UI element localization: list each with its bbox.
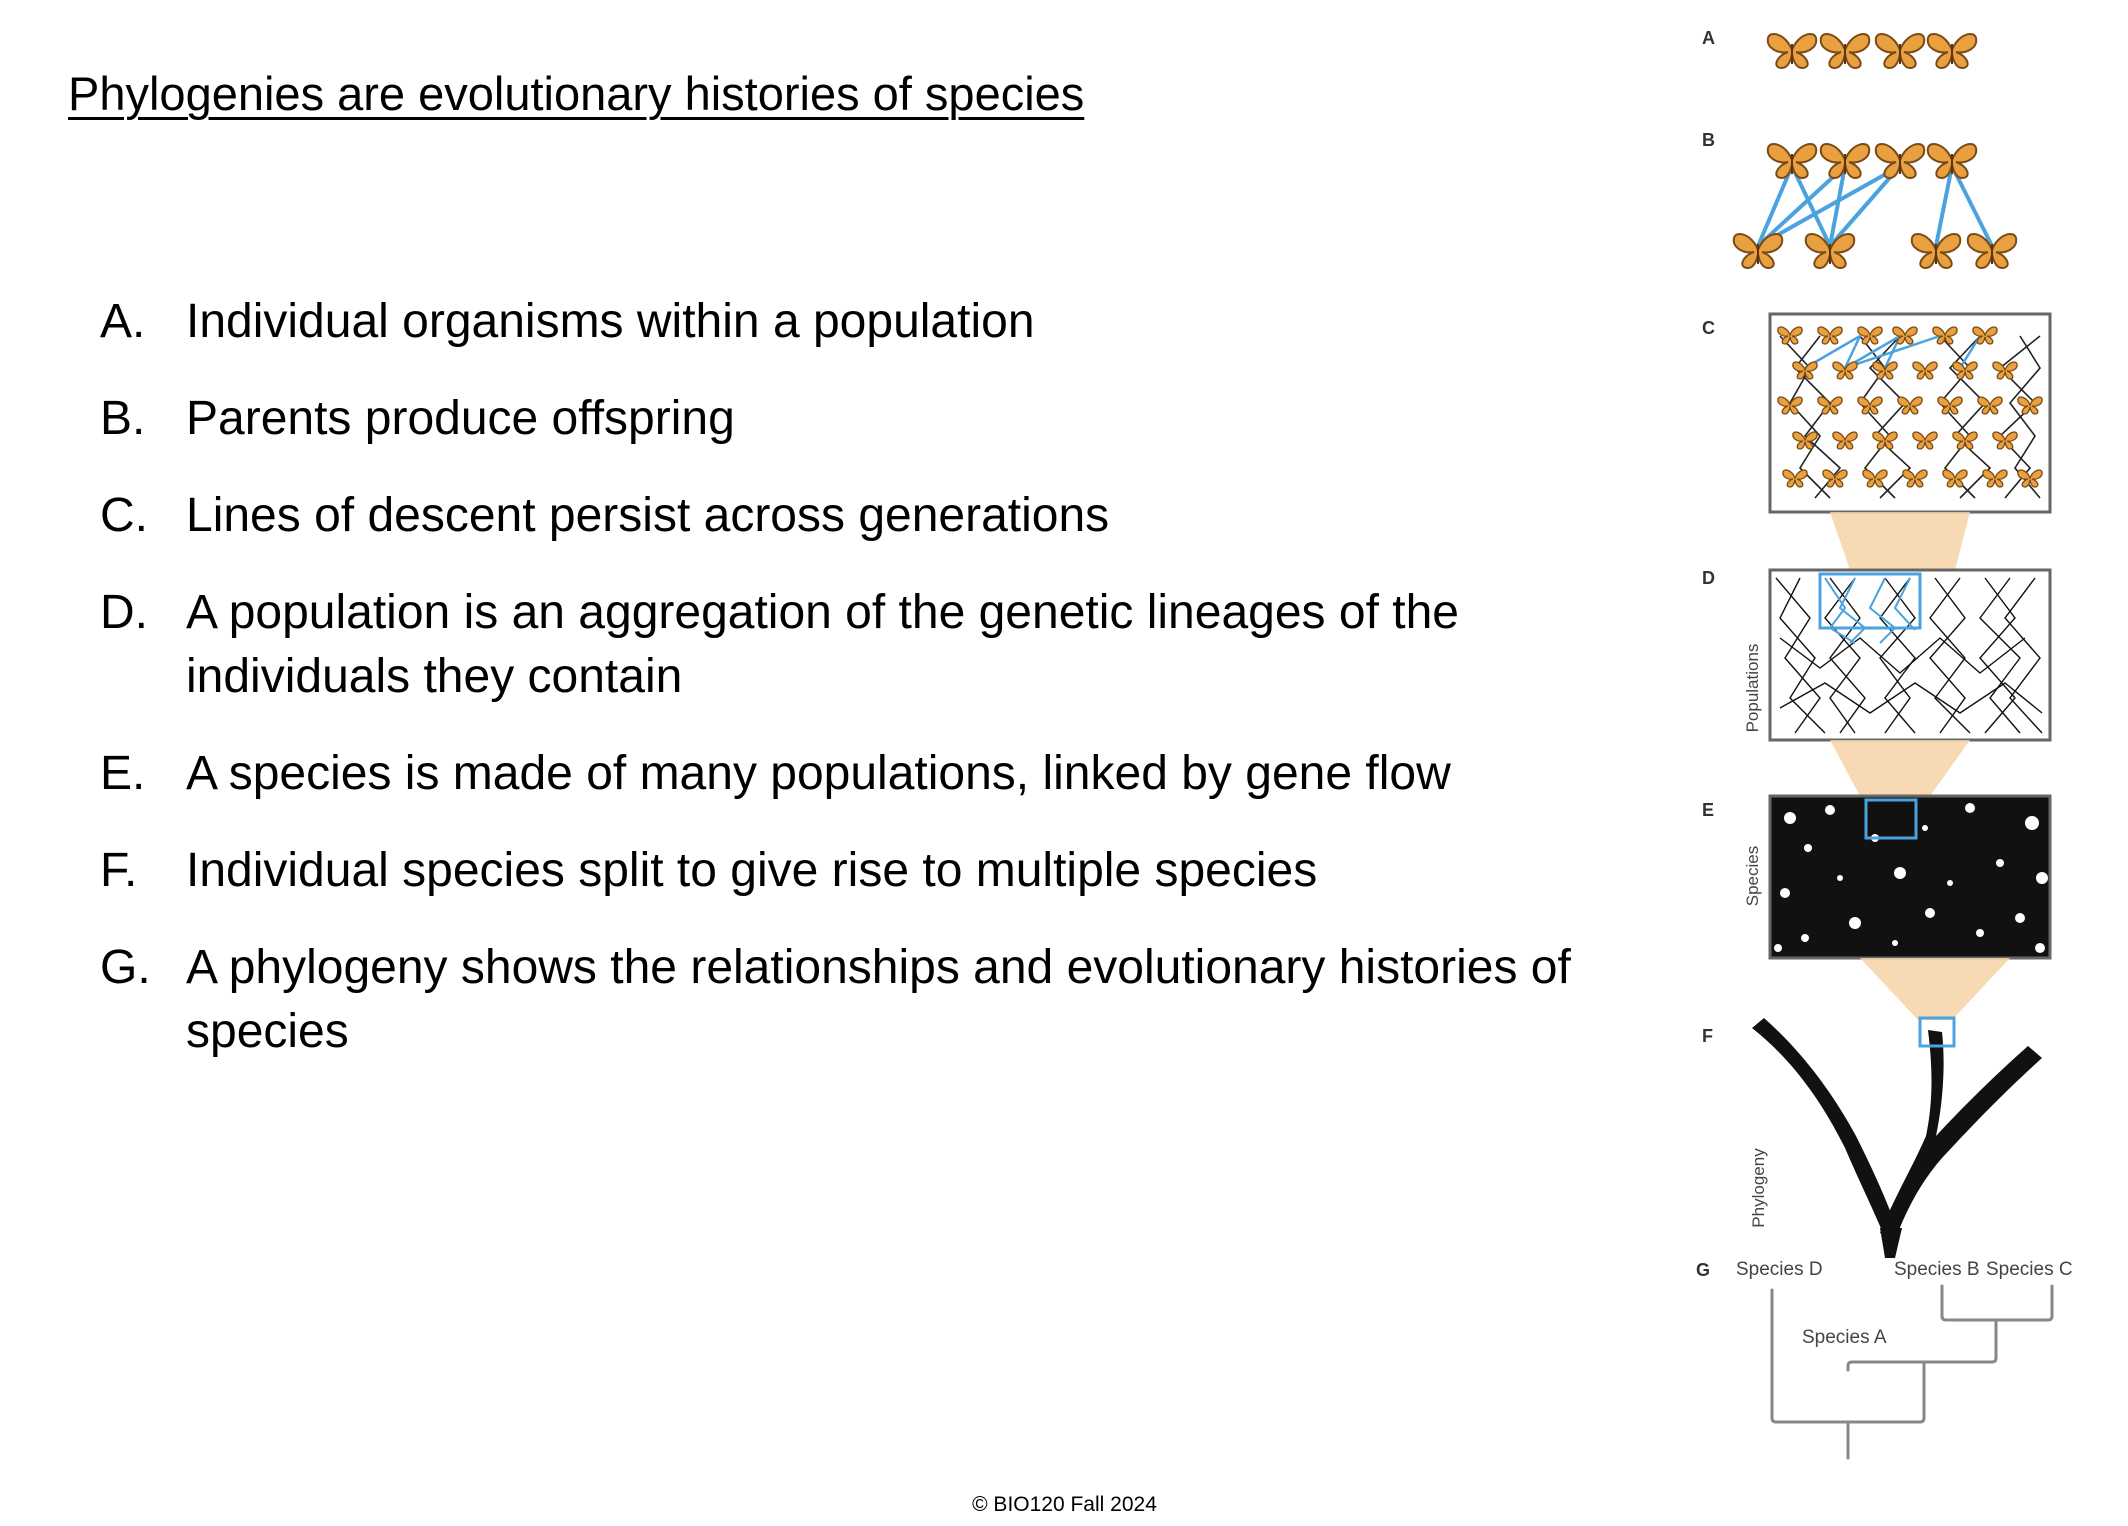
list-marker: F. — [100, 844, 138, 897]
panel-label-a: A — [1702, 28, 1715, 48]
slide-title: Phylogenies are evolutionary histories of species — [68, 67, 1085, 120]
list-item-text: A species is made of many populations, linked by gene flow — [186, 747, 1451, 800]
list-item-text: Lines of descent persist across generations — [186, 489, 1110, 542]
list-item — [100, 839, 1580, 903]
list-marker: E. — [100, 747, 146, 800]
panel-label-g: G — [1696, 1260, 1711, 1280]
list-marker: B. — [100, 392, 146, 445]
panel-label-d: D — [1702, 568, 1715, 588]
point-list — [100, 290, 1580, 1097]
phylogenetic-tree — [1736, 1259, 2073, 1458]
slide-footer: © BIO120 Fall 2024 — [972, 1493, 1157, 1516]
list-item-text: Parents produce offspring — [186, 392, 735, 445]
panel-label-e: E — [1702, 800, 1715, 820]
list-item-text: A phylogeny shows the relationships and evolutionary histories of species — [186, 941, 1571, 1058]
species-label: Species — [1743, 845, 1762, 907]
list-item-text: Individual organisms within a population — [186, 295, 1035, 348]
species-b-label: Species B — [1894, 1259, 1980, 1280]
species-d-label: Species D — [1736, 1259, 1823, 1280]
species-tree-silhouette — [1752, 1018, 2042, 1258]
list-marker: C. — [100, 489, 148, 542]
species-a-label: Species A — [1802, 1327, 1887, 1348]
list-item — [100, 290, 1580, 354]
populations-label: Populations — [1743, 643, 1762, 733]
list-item — [100, 387, 1580, 451]
list-item — [100, 936, 1580, 1064]
zoom-funnel — [1830, 740, 1970, 796]
list-marker: G. — [100, 941, 151, 994]
species-c-label: Species C — [1986, 1259, 2073, 1280]
butterfly-icon — [1768, 34, 1976, 68]
panel-label-f: F — [1702, 1026, 1713, 1046]
zoom-funnel — [1860, 958, 2010, 1020]
generations-grid — [1770, 314, 2050, 512]
list-item-text: Individual species split to give rise to multiple species — [186, 844, 1318, 897]
list-item — [100, 742, 1580, 806]
panel-label-b: B — [1702, 130, 1715, 150]
list-item — [100, 581, 1580, 709]
panel-label-c: C — [1702, 318, 1715, 338]
phylogeny-label: Phylogeny — [1749, 1148, 1768, 1228]
population-lineages — [1770, 570, 2050, 740]
list-marker: A. — [100, 295, 146, 348]
list-item-text: A population is an aggregation of the genetic lineages of the individuals they contain — [186, 586, 1459, 703]
zoom-funnel — [1830, 512, 1970, 570]
list-marker: D. — [100, 586, 148, 639]
phylogeny-figure — [1680, 18, 2120, 1498]
species-populations — [1770, 796, 2050, 958]
list-item — [100, 484, 1580, 548]
